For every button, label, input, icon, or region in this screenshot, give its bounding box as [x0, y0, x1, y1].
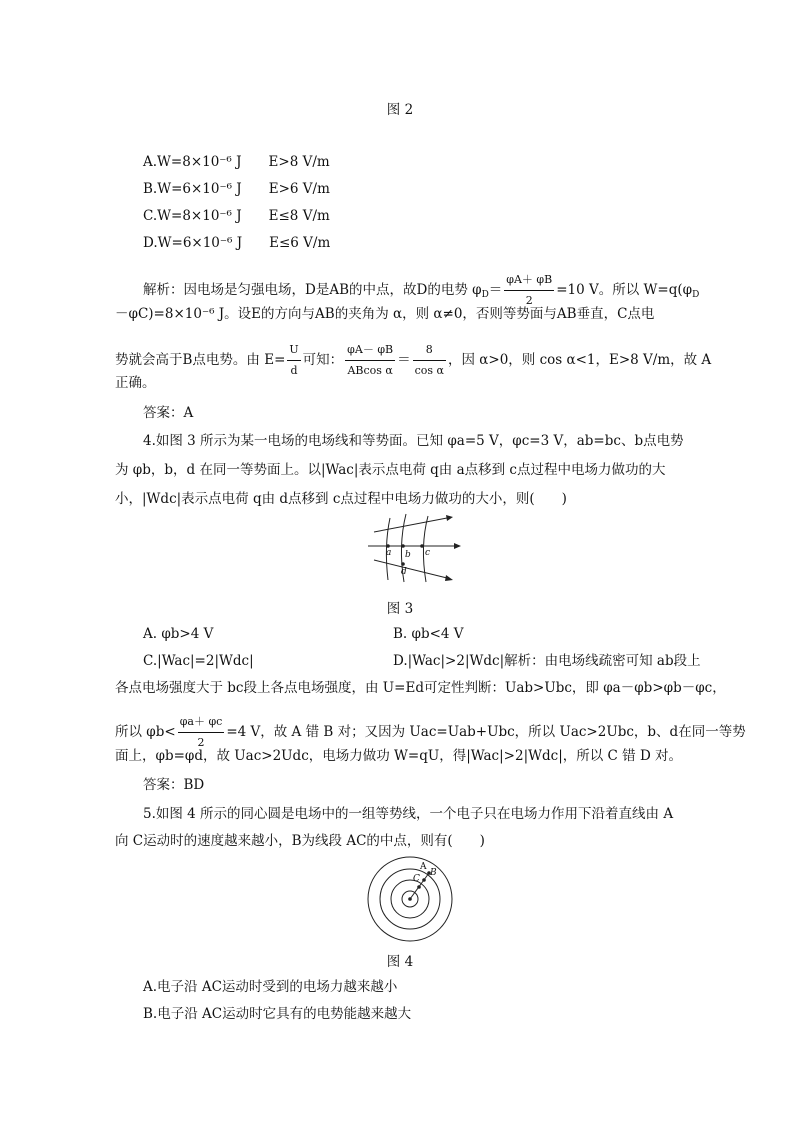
q3-solution-line-2: －φC)=8×10⁻⁶ J。设E的方向与AB的夹角为 α，则 α≠0，否则等势面与AB垂直，C点电: [115, 306, 655, 322]
figure-4-concentric-circles: [362, 855, 458, 943]
figure-4-label-a: A: [420, 862, 427, 872]
figure-4-label-b: B: [430, 868, 437, 878]
figure-3-label-b: b: [405, 550, 411, 560]
q4-solution-line-2: 各点电场强度大于 bc段上各点电场强度，由 U=Ed可定性判断：Uab>Ubc，即 φa－φb>φb－φc，: [115, 680, 726, 696]
figure-4-label-c: C: [413, 874, 420, 884]
figure-3-label-c: c: [425, 548, 431, 558]
q3-option-b: B.W=6×10⁻⁶ J E>6 V/m: [143, 181, 330, 197]
q3-solution-line-1: 解析：因电场是匀强电场，D是AB的中点，故D的电势 $\varphi_D=$ $\frac{\varphi A+ \varphi B}{2}$ =10 V。所以 $W=q(\varphi_D$: [143, 270, 699, 311]
q4-stem-line-2: 为 φb，b，d 在同一等势面上。以|Wac|表示点电荷 q由 a点移到 c点过程中电场力做功的大: [115, 462, 666, 478]
q5-option-b: B.电子沿 AC运动时它具有的电势能越来越大: [143, 1006, 412, 1022]
q4-option-d: D.|Wac|>2|Wdc|解析：由电场线疏密可知 ab段上: [393, 653, 701, 669]
q5-stem-line-2: 向 C运动时的速度越来越小，B为线段 AC的中点，则有( ): [115, 833, 485, 849]
q4-stem-line-1: 4.如图 3 所示为某一电场的电场线和等势面。已知 φa=5 V，φc=3 V，ab=bc、b点电势: [143, 433, 684, 449]
q3-option-d: D.W=6×10⁻⁶ J E≤6 V/m: [143, 235, 331, 251]
q4-solution-line-3: 所以 φb< $\frac{\varphi a+ \varphi c}{2}$ =4 V，故 A 错 B 对；又因为 Uac=Uab+Ubc，所以 Uac>2Ubc，b、d在同一等势: [115, 712, 746, 753]
q3-solution-line-3: 势就会高于B点电势。由 E= $\frac{U}{d}$ 可知： $\frac{\varphi A- \varphi B}{\text{ABcos α}}$ ＝ $\frac{8}{\text{cos α}}$ ，因 α>0，则 cos α<1，E>8 V/m，故 A: [115, 340, 711, 381]
q4-option-c: C.|Wac|=2|Wdc|: [143, 653, 254, 669]
q4-solution-line-4: 面上，φb=φd，故 Uac>2Udc，电场力做功 W=qU，得|Wac|>2|Wdc|，所以 C 错 D 对。: [115, 748, 683, 764]
figure-2-caption: 图 2: [386, 102, 414, 118]
q4-option-b: B. φb<4 V: [393, 626, 464, 642]
figure-3-label-a: a: [386, 548, 392, 558]
figure-4-caption: 图 4: [386, 954, 414, 970]
q5-option-a: A.电子沿 AC运动时受到的电场力越来越小: [143, 979, 398, 995]
q3-option-c: C.W=8×10⁻⁶ J E≤8 V/m: [143, 208, 330, 224]
figure-3-caption: 图 3: [386, 601, 414, 617]
q5-stem-line-1: 5.如图 4 所示的同心圆是电场中的一组等势线，一个电子只在电场力作用下沿着直线由 A: [143, 806, 674, 822]
q4-option-a: A. φb>4 V: [143, 626, 214, 642]
figure-3-label-d: d: [401, 567, 407, 577]
q3-option-a: A.W=8×10⁻⁶ J E>8 V/m: [143, 154, 330, 170]
figure-3-field-lines: [362, 512, 462, 587]
q3-answer: 答案：A: [143, 405, 194, 421]
q4-stem-line-3: 小，|Wdc|表示点电荷 q由 d点移到 c点过程中电场力做功的大小，则( ): [115, 491, 567, 507]
q4-answer: 答案：BD: [143, 777, 205, 793]
q3-solution-line-4: 正确。: [115, 375, 156, 391]
